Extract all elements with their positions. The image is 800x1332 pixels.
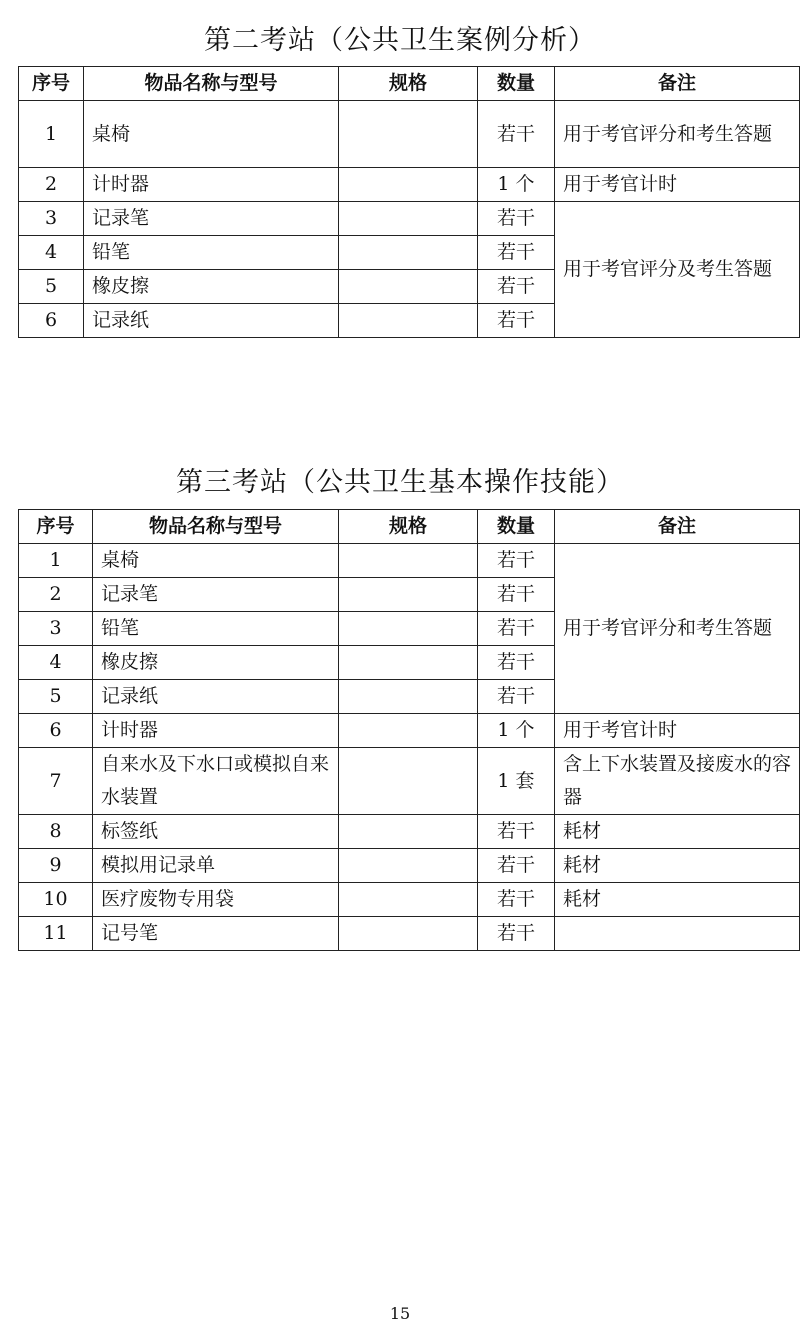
cell-spec: [339, 202, 478, 236]
header-spec: 规格: [339, 510, 478, 544]
page-number: 15: [389, 1304, 411, 1323]
cell-note: 含上下水装置及接废水的容器: [555, 748, 800, 815]
cell-seq: 5: [19, 680, 93, 714]
cell-qty: 1 个: [478, 714, 555, 748]
header-qty: 数量: [478, 67, 555, 101]
cell-spec: [339, 168, 478, 202]
cell-qty: 若干: [478, 612, 555, 646]
cell-seq: 4: [19, 646, 93, 680]
table-row: [19, 714, 800, 748]
table-row: [19, 168, 800, 202]
cell-spec: [339, 578, 478, 612]
table-header-row: [19, 67, 800, 101]
table-row: [19, 101, 800, 168]
cell-note: 用于考官评分和考生答题: [555, 101, 800, 168]
table-header-row: [19, 510, 800, 544]
cell-spec: [339, 544, 478, 578]
cell-qty: 若干: [478, 270, 555, 304]
cell-seq: 6: [19, 304, 84, 338]
cell-spec: [339, 849, 478, 883]
cell-spec: [339, 748, 478, 815]
cell-seq: 4: [19, 236, 84, 270]
cell-name: 模拟用记录单: [93, 849, 339, 883]
header-spec: 规格: [339, 67, 478, 101]
header-note: 备注: [555, 510, 800, 544]
cell-seq: 8: [19, 815, 93, 849]
cell-name: 记录笔: [93, 578, 339, 612]
header-qty: 数量: [478, 510, 555, 544]
cell-seq: 1: [19, 101, 84, 168]
cell-spec: [339, 815, 478, 849]
station2-title: 第二考站（公共卫生案例分析）: [204, 25, 596, 56]
cell-note-merged: 用于考官评分和考生答题: [555, 544, 800, 714]
cell-spec: [339, 236, 478, 270]
cell-seq: 6: [19, 714, 93, 748]
cell-name: 橡皮擦: [84, 270, 339, 304]
cell-note: 用于考官计时: [555, 714, 800, 748]
cell-name: 计时器: [93, 714, 339, 748]
cell-name: 桌椅: [84, 101, 339, 168]
cell-qty: 若干: [478, 646, 555, 680]
table-row: [19, 202, 800, 236]
cell-qty: 若干: [478, 304, 555, 338]
cell-spec: [339, 883, 478, 917]
cell-qty: 若干: [478, 236, 555, 270]
cell-seq: 2: [19, 578, 93, 612]
cell-qty: 若干: [478, 578, 555, 612]
cell-qty: 若干: [478, 849, 555, 883]
cell-name: 标签纸: [93, 815, 339, 849]
cell-seq: 11: [19, 917, 93, 951]
table-row: [19, 883, 800, 917]
cell-name: 橡皮擦: [93, 646, 339, 680]
cell-note-merged: 用于考官评分及考生答题: [555, 202, 800, 338]
cell-qty: 若干: [478, 815, 555, 849]
cell-seq: 5: [19, 270, 84, 304]
cell-spec: [339, 304, 478, 338]
cell-spec: [339, 646, 478, 680]
station3-table: [18, 509, 800, 951]
cell-spec: [339, 101, 478, 168]
table-row: [19, 748, 800, 815]
cell-name: 记录纸: [84, 304, 339, 338]
header-seq: 序号: [19, 67, 84, 101]
cell-note: 耗材: [555, 849, 800, 883]
cell-qty: 若干: [478, 202, 555, 236]
cell-seq: 3: [19, 612, 93, 646]
table-row: [19, 917, 800, 951]
header-note: 备注: [555, 67, 800, 101]
cell-seq: 2: [19, 168, 84, 202]
header-name: 物品名称与型号: [93, 510, 339, 544]
cell-name: 记录笔: [84, 202, 339, 236]
cell-seq: 7: [19, 748, 93, 815]
cell-spec: [339, 714, 478, 748]
cell-qty: 若干: [478, 917, 555, 951]
cell-name: 医疗废物专用袋: [93, 883, 339, 917]
cell-seq: 9: [19, 849, 93, 883]
table-row: [19, 815, 800, 849]
header-seq: 序号: [19, 510, 93, 544]
cell-qty: 若干: [478, 544, 555, 578]
cell-note: 耗材: [555, 815, 800, 849]
station3-title: 第三考站（公共卫生基本操作技能）: [176, 467, 624, 498]
cell-name: 铅笔: [93, 612, 339, 646]
cell-note: [555, 917, 800, 951]
cell-seq: 3: [19, 202, 84, 236]
cell-qty: 1 个: [478, 168, 555, 202]
table-row: [19, 849, 800, 883]
header-name: 物品名称与型号: [84, 67, 339, 101]
cell-qty: 若干: [478, 101, 555, 168]
cell-note: 用于考官计时: [555, 168, 800, 202]
cell-name: 计时器: [84, 168, 339, 202]
cell-spec: [339, 612, 478, 646]
cell-spec: [339, 680, 478, 714]
cell-seq: 1: [19, 544, 93, 578]
table-row: [19, 544, 800, 578]
cell-name: 桌椅: [93, 544, 339, 578]
cell-qty: 1 套: [478, 748, 555, 815]
cell-spec: [339, 917, 478, 951]
cell-name: 记号笔: [93, 917, 339, 951]
cell-name: 自来水及下水口或模拟自来水装置: [93, 748, 339, 815]
cell-name: 铅笔: [84, 236, 339, 270]
cell-name: 记录纸: [93, 680, 339, 714]
station2-table: [18, 66, 800, 338]
cell-seq: 10: [19, 883, 93, 917]
cell-qty: 若干: [478, 680, 555, 714]
cell-note: 耗材: [555, 883, 800, 917]
cell-qty: 若干: [478, 883, 555, 917]
cell-spec: [339, 270, 478, 304]
